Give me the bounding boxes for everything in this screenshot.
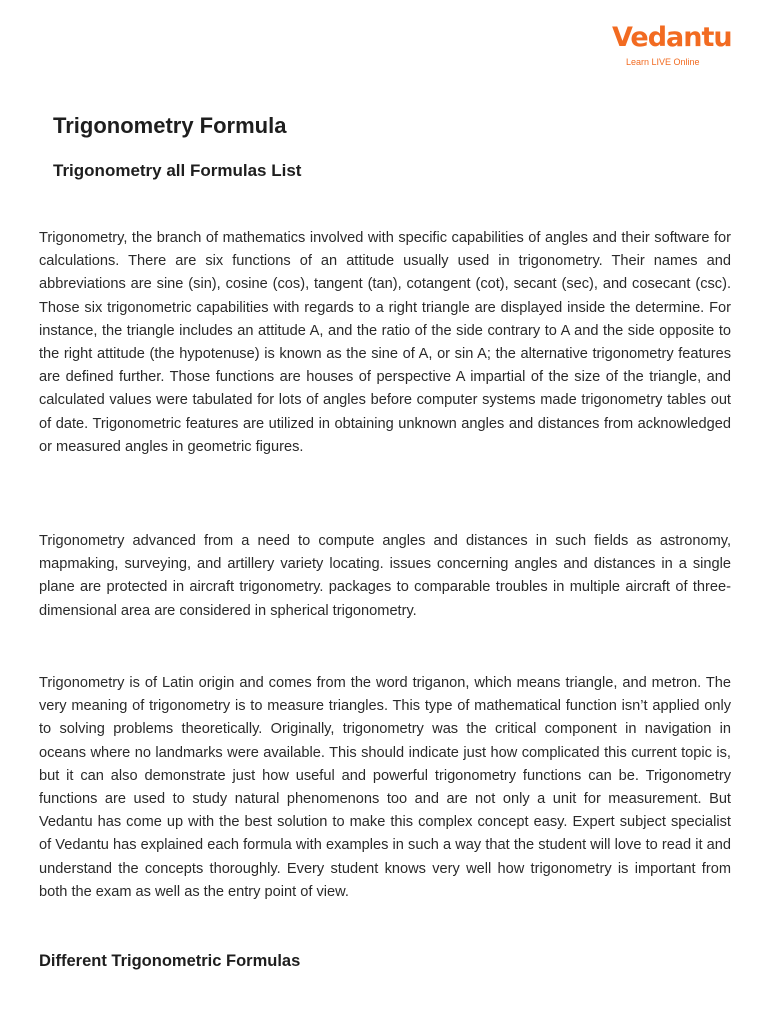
- page-subtitle: Trigonometry all Formulas List: [53, 161, 302, 180]
- logo-wordmark: Vedantu: [612, 22, 732, 53]
- vedantu-logo: [612, 22, 732, 70]
- logo-tagline: Learn LIVE Online: [626, 57, 700, 67]
- section-heading: Different Trigonometric Formulas: [39, 952, 301, 970]
- page-title: Trigonometry Formula: [53, 113, 287, 138]
- paragraph-history: Trigonometry advanced from a need to compute angles and distances in such fields as astronomy, mapmaking, surveying, and artillery variety locating. issues concerning angles and distances in a single plane are protected in aircraft trigonometry. packages to comparable troubles in multiple aircraft of three-dimensional area are considered in spherical trigonometry.: [39, 533, 731, 619]
- paragraph-intro: Trigonometry, the branch of mathematics involved with specific capabilities of angles and their software for calculations. There are six functions of an attitude usually used in trigonometry. Their names and abbreviations are sine (sin), cosine (cos), tangent (tan), cotangent (cot), secant (sec), and cosecant (csc). Those six trigonometric capabilities with regards to a right triangle are displayed inside the determine. For instance, the triangle includes an attitude A, and the ratio of the side contrary to A and the side opposite to the right attitude (the hypotenuse) is known as the sine of A, or sin A; the alternative trigonometry features are defined further. Those functions are houses of perspective A impartial of the size of the triangle, and calculated values were tabulated for lots of angles before computer systems made trigonometry tables out of date. Trigonometric features are utilized in obtaining unknown angles and distances from acknowledged or measured angles in geometric figures.: [39, 230, 731, 455]
- paragraph-origin: Trigonometry is of Latin origin and comes from the word triganon, which means triangle, and metron. The very meaning of trigonometry is to measure triangles. This type of mathematical function isn’t applied only to solving problems theoretically. Originally, trigonometry was the critical component in navigation in oceans where no landmarks were available. This should indicate just how complicated this current topic is, but it can also demonstrate just how useful and powerful trigonometry functions can be. Trigonometry functions are used to study natural phenomenons too and are not only a unit for measurement. But Vedantu has come up with the best solution to make this complex concept easy. Expert subject specialist of Vedantu has explained each formula with examples in such a way that the student will love to read it and understand the concepts thoroughly. Every student knows very well how trigonometry is important from both the exam as well as the entry point of view.: [39, 675, 731, 900]
